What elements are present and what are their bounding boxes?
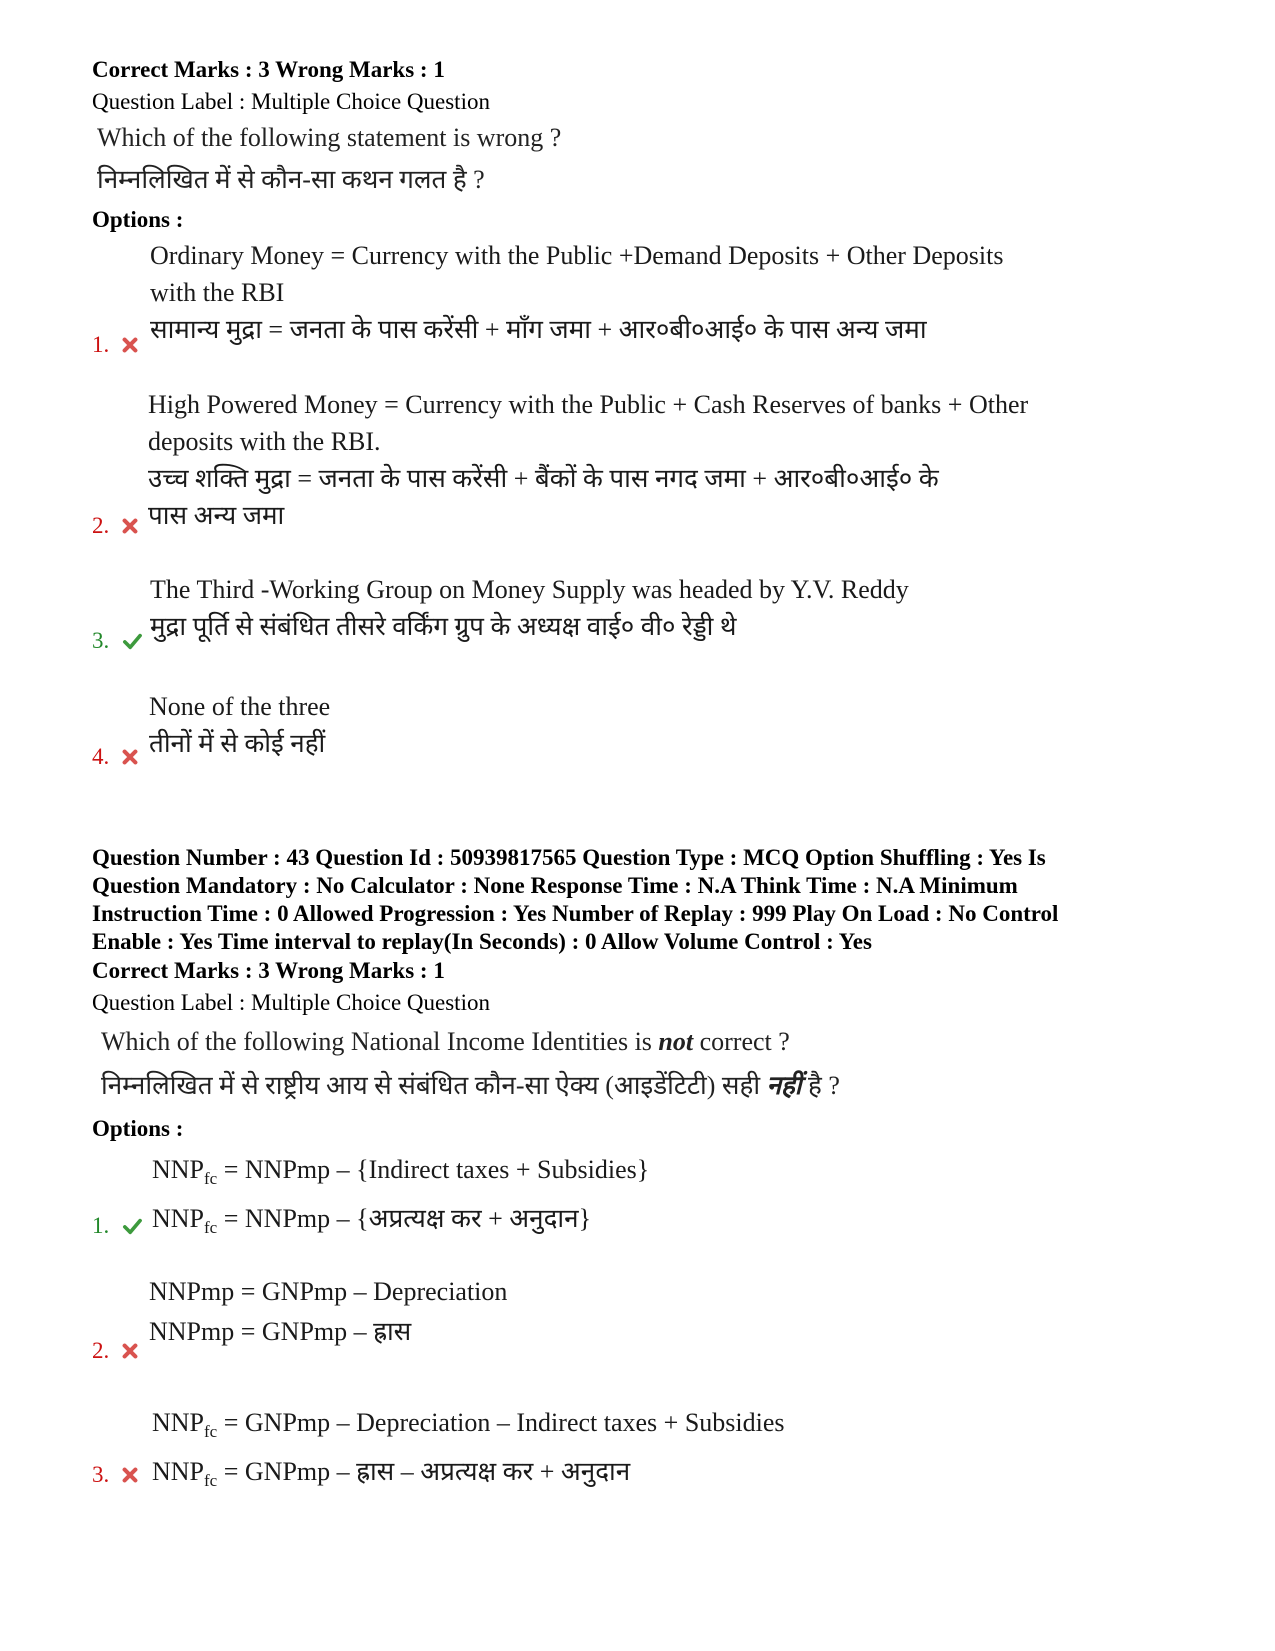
q42-option-3-text xyxy=(150,571,909,645)
q43-question-hi xyxy=(101,1066,840,1102)
q42-option-1-number: 1. xyxy=(92,332,110,357)
q43-meta-line3: Instruction Time : 0 Allowed Progression : Yes Number of Replay : 999 Play On Load : No Control xyxy=(92,901,1059,926)
q43-meta-line2: Question Mandatory : No Calculator : None Response Time : N.A Think Time : N.A Minimum xyxy=(92,873,1018,898)
q43-option-1-text xyxy=(152,1150,649,1248)
wrong-cross-icon xyxy=(121,336,139,354)
q43-option-1-number: 1. xyxy=(92,1213,110,1238)
q42-option-4-number: 4. xyxy=(92,744,110,769)
q43-option-1-marker xyxy=(92,1213,143,1239)
wrong-cross-icon xyxy=(121,748,139,766)
q42-option-2-hi-line1: उच्च शक्ति मुद्रा = जनता के पास करेंसी + बैंकों के पास नगद जमा + आर०बी०आई० के xyxy=(148,464,939,493)
q42-option-1-marker xyxy=(92,332,139,358)
q43-label: Question Label : Multiple Choice Question xyxy=(92,990,490,1015)
q42-question-en: Which of the following statement is wrong ? xyxy=(97,123,562,152)
q43-question-en xyxy=(101,1027,790,1057)
q42-question-hi: निम्नलिखित में से कौन-सा कथन गलत है ? xyxy=(97,165,485,194)
q42-option-1-text xyxy=(150,237,1003,348)
q42-option-4-en-line1: None of the three xyxy=(149,692,331,721)
q43-question-en-part2: correct ? xyxy=(693,1027,790,1056)
q43-option-2-text xyxy=(149,1272,507,1352)
q42-option-2-hi-line2: पास अन्य जमा xyxy=(148,501,285,530)
q42-label: Question Label : Multiple Choice Question xyxy=(92,89,490,114)
q43-meta-line1: Question Number : 43 Question Id : 50939817565 Question Type : MCQ Option Shuffling : Yes Is xyxy=(92,845,1046,870)
q42-marks: Correct Marks : 3 Wrong Marks : 1 xyxy=(92,57,445,82)
q43-option-2-line-en: NNPmp = GNPmp – Depreciation xyxy=(149,1277,508,1306)
q43-marks: Correct Marks : 3 Wrong Marks : 1 xyxy=(92,958,445,983)
q43-option-1-line-hi: $NNP_{fc}$ = NNPmp – {अप्रत्यक्ष कर + अनुदान} xyxy=(152,1204,592,1238)
q43-option-2-number: 2. xyxy=(92,1338,110,1363)
q43-question-en-part1: Which of the following National Income Identities is xyxy=(101,1027,659,1056)
q42-option-2-en-line2: deposits with the RBI. xyxy=(148,427,381,456)
q42-option-3-marker xyxy=(92,628,143,654)
q43-option-3-line-hi: $NNP_{fc}$ = GNPmp – ह्रास – अप्रत्यक्ष कर + अनुदान xyxy=(152,1457,631,1491)
q43-option-2-line-hi: NNPmp = GNPmp – ह्रास xyxy=(149,1317,412,1346)
q43-option-3-text xyxy=(152,1403,785,1501)
q43-options-label: Options : xyxy=(92,1116,184,1141)
q42-option-4-hi-line1: तीनों में से कोई नहीं xyxy=(149,729,326,758)
q42-option-4-text xyxy=(149,688,330,762)
q42-option-2-text xyxy=(148,386,1028,534)
q42-option-3-hi-line1: मुद्रा पूर्ति से संबंधित तीसरे वर्किंग ग्रुप के अध्यक्ष वाई० वी० रेड्डी थे xyxy=(150,612,737,641)
correct-check-icon xyxy=(121,1217,143,1235)
q42-option-1-en-line2: with the RBI xyxy=(150,278,285,307)
q42-option-1-hi-line1: सामान्य मुद्रा = जनता के पास करेंसी + माँग जमा + आर०बी०आई० के पास अन्य जमा xyxy=(150,315,927,344)
q43-meta-line4: Enable : Yes Time interval to replay(In Seconds) : 0 Allow Volume Control : Yes xyxy=(92,929,872,954)
q43-option-3-marker xyxy=(92,1462,139,1488)
q42-option-2-en-line1: High Powered Money = Currency with the Public + Cash Reserves of banks + Other xyxy=(148,390,1029,419)
wrong-cross-icon xyxy=(121,1466,139,1484)
q42-option-3-en-line1: The Third -Working Group on Money Supply was headed by Y.V. Reddy xyxy=(150,575,909,604)
q43-question-hi-part2: है ? xyxy=(801,1071,840,1100)
q42-options-label: Options : xyxy=(92,207,184,232)
q42-option-4-marker xyxy=(92,744,139,770)
q42-option-3-number: 3. xyxy=(92,628,110,653)
q43-question-hi-part1: निम्नलिखित में से राष्ट्रीय आय से संबंधित कौन-सा ऐक्य (आइडेंटिटी) सही xyxy=(101,1071,767,1100)
q43-option-2-marker xyxy=(92,1338,139,1364)
q43-question-en-emphasis: not xyxy=(658,1027,694,1056)
correct-check-icon xyxy=(121,632,143,650)
wrong-cross-icon xyxy=(121,1342,139,1360)
q43-meta xyxy=(92,844,1058,956)
q43-option-1-line-en: $NNP_{fc}$ = NNPmp – {Indirect taxes + Subsidies} xyxy=(152,1155,650,1189)
wrong-cross-icon xyxy=(121,517,139,535)
q43-question-hi-emphasis: नहीं xyxy=(766,1071,802,1100)
q42-option-2-marker xyxy=(92,513,139,539)
q43-option-3-number: 3. xyxy=(92,1462,110,1487)
q42-option-1-en-line1: Ordinary Money = Currency with the Public +Demand Deposits + Other Deposits xyxy=(150,241,1004,270)
q42-option-2-number: 2. xyxy=(92,513,110,538)
q43-option-3-line-en: $NNP_{fc}$ = GNPmp – Depreciation – Indirect taxes + Subsidies xyxy=(152,1408,785,1442)
